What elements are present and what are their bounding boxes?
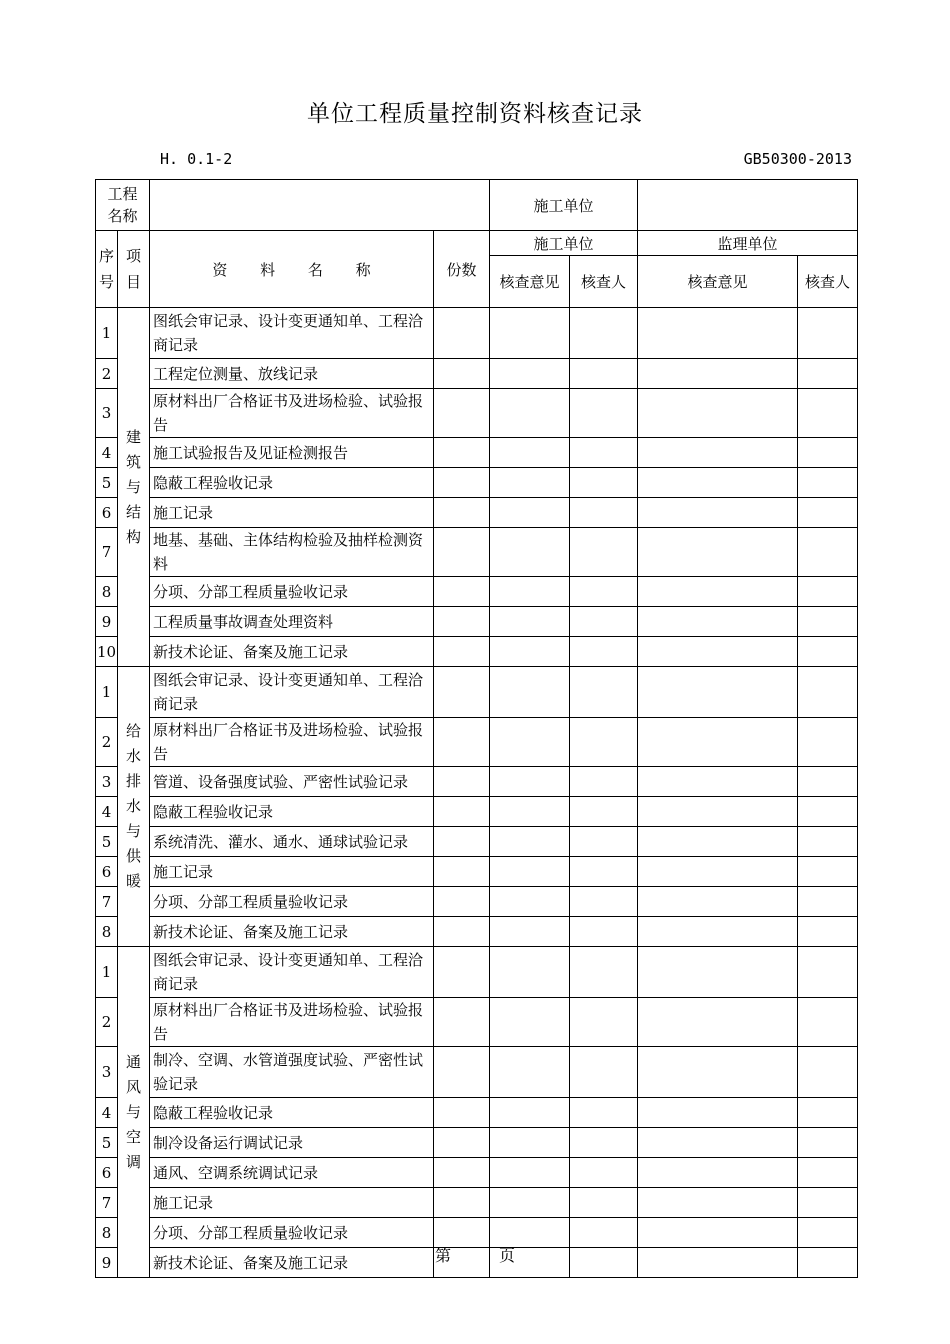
contractor-opinion-cell[interactable] — [490, 857, 570, 887]
supervisor-opinion-cell[interactable] — [638, 1158, 798, 1188]
contractor-checker-cell[interactable] — [570, 577, 638, 607]
material-name: 新技术论证、备案及施工记录 — [150, 1248, 434, 1278]
contractor-checker-cell[interactable] — [570, 998, 638, 1047]
table-row — [96, 1047, 858, 1098]
table-row — [96, 1158, 858, 1188]
table-row — [96, 1098, 858, 1128]
form-code: H. 0.1-2 — [160, 150, 233, 168]
copies-cell[interactable] — [434, 498, 490, 528]
contractor-checker-cell[interactable] — [570, 498, 638, 528]
material-name: 分项、分部工程质量验收记录 — [150, 577, 434, 607]
row-number: 7 — [96, 887, 118, 917]
contractor-checker-header: 核查人 — [570, 256, 638, 308]
contractor-group-header: 施工单位 — [490, 231, 638, 256]
supervisor-opinion-cell[interactable] — [638, 718, 798, 767]
contractor-label: 施工单位 — [490, 180, 638, 231]
supervisor-opinion-cell[interactable] — [638, 528, 798, 577]
material-name: 施工试验报告及见证检测报告 — [150, 438, 434, 468]
category-label: 给 水 排 水 与 供 暖 — [118, 667, 150, 947]
copies-header: 份数 — [434, 231, 490, 308]
project-name-field[interactable] — [150, 180, 490, 231]
table-row — [96, 308, 858, 359]
contractor-checker-cell[interactable] — [570, 1047, 638, 1098]
contractor-opinion-cell[interactable] — [490, 767, 570, 797]
contractor-opinion-cell[interactable] — [490, 468, 570, 498]
row-number: 8 — [96, 577, 118, 607]
copies-cell[interactable] — [434, 438, 490, 468]
table-row — [96, 917, 858, 947]
copies-cell[interactable] — [434, 1098, 490, 1128]
supervisor-group-header: 监理单位 — [638, 231, 858, 256]
row-number: 1 — [96, 308, 118, 359]
contractor-opinion-cell[interactable] — [490, 389, 570, 438]
supervisor-checker-cell[interactable] — [798, 857, 858, 887]
contractor-opinion-cell[interactable] — [490, 947, 570, 998]
copies-cell[interactable] — [434, 577, 490, 607]
material-name: 施工记录 — [150, 1188, 434, 1218]
supervisor-checker-cell[interactable] — [798, 1047, 858, 1098]
supervisor-checker-cell[interactable] — [798, 1188, 858, 1218]
material-name: 通风、空调系统调试记录 — [150, 1158, 434, 1188]
copies-cell[interactable] — [434, 1188, 490, 1218]
table-row — [96, 998, 858, 1047]
material-name: 工程定位测量、放线记录 — [150, 359, 434, 389]
supervisor-checker-cell[interactable] — [798, 667, 858, 718]
material-name: 系统清洗、灌水、通水、通球试验记录 — [150, 827, 434, 857]
inspection-table — [95, 179, 858, 1278]
row-number: 2 — [96, 998, 118, 1047]
row-number: 6 — [96, 1158, 118, 1188]
supervisor-opinion-cell[interactable] — [638, 438, 798, 468]
table-row — [96, 468, 858, 498]
copies-cell[interactable] — [434, 389, 490, 438]
supervisor-opinion-cell[interactable] — [638, 637, 798, 667]
page-suffix: 页 — [499, 1246, 516, 1265]
contractor-opinion-cell[interactable] — [490, 797, 570, 827]
supervisor-checker-cell[interactable] — [798, 498, 858, 528]
material-name: 分项、分部工程质量验收记录 — [150, 887, 434, 917]
supervisor-opinion-cell[interactable] — [638, 857, 798, 887]
supervisor-opinion-cell[interactable] — [638, 667, 798, 718]
copies-cell[interactable] — [434, 797, 490, 827]
copies-cell[interactable] — [434, 667, 490, 718]
supervisor-checker-header: 核查人 — [798, 256, 858, 308]
material-name: 图纸会审记录、设计变更通知单、工程洽商记录 — [150, 667, 434, 718]
contractor-checker-cell[interactable] — [570, 607, 638, 637]
table-row — [96, 637, 858, 667]
copies-cell[interactable] — [434, 998, 490, 1047]
supervisor-checker-cell[interactable] — [798, 998, 858, 1047]
material-name: 施工记录 — [150, 498, 434, 528]
supervisor-checker-cell[interactable] — [798, 718, 858, 767]
supervisor-opinion-header: 核查意见 — [638, 256, 798, 308]
supervisor-opinion-cell[interactable] — [638, 389, 798, 438]
supervisor-opinion-cell[interactable] — [638, 998, 798, 1047]
material-name: 新技术论证、备案及施工记录 — [150, 917, 434, 947]
supervisor-opinion-cell[interactable] — [638, 1047, 798, 1098]
copies-cell[interactable] — [434, 607, 490, 637]
row-number: 1 — [96, 667, 118, 718]
material-name: 工程质量事故调查处理资料 — [150, 607, 434, 637]
table-row — [96, 767, 858, 797]
contractor-field[interactable] — [638, 180, 858, 231]
table-row — [96, 667, 858, 718]
contractor-checker-cell[interactable] — [570, 718, 638, 767]
row-number: 5 — [96, 468, 118, 498]
material-name-header: 资 料 名 称 — [150, 231, 434, 308]
table-row — [96, 438, 858, 468]
table-row — [96, 607, 858, 637]
row-number: 5 — [96, 827, 118, 857]
row-number: 4 — [96, 797, 118, 827]
copies-cell[interactable] — [434, 308, 490, 359]
contractor-checker-cell[interactable] — [570, 637, 638, 667]
supervisor-opinion-cell[interactable] — [638, 1098, 798, 1128]
contractor-checker-cell[interactable] — [570, 767, 638, 797]
table-row — [96, 797, 858, 827]
supervisor-checker-cell[interactable] — [798, 528, 858, 577]
contractor-opinion-cell[interactable] — [490, 308, 570, 359]
supervisor-opinion-cell[interactable] — [638, 359, 798, 389]
contractor-checker-cell[interactable] — [570, 917, 638, 947]
contractor-opinion-cell[interactable] — [490, 438, 570, 468]
supervisor-checker-cell[interactable] — [798, 308, 858, 359]
contractor-checker-cell[interactable] — [570, 528, 638, 577]
row-number: 6 — [96, 857, 118, 887]
row-number: 1 — [96, 947, 118, 998]
material-name: 新技术论证、备案及施工记录 — [150, 637, 434, 667]
supervisor-opinion-cell[interactable] — [638, 577, 798, 607]
contractor-checker-cell[interactable] — [570, 857, 638, 887]
material-name: 施工记录 — [150, 857, 434, 887]
material-name: 制冷设备运行调试记录 — [150, 1128, 434, 1158]
contractor-opinion-cell[interactable] — [490, 359, 570, 389]
contractor-checker-cell[interactable] — [570, 1158, 638, 1188]
table-row — [96, 827, 858, 857]
supervisor-opinion-cell[interactable] — [638, 308, 798, 359]
row-number: 6 — [96, 498, 118, 528]
copies-cell[interactable] — [434, 857, 490, 887]
row-number: 3 — [96, 389, 118, 438]
material-name: 分项、分部工程质量验收记录 — [150, 1218, 434, 1248]
contractor-opinion-cell[interactable] — [490, 1188, 570, 1218]
material-name: 图纸会审记录、设计变更通知单、工程洽商记录 — [150, 308, 434, 359]
contractor-opinion-cell[interactable] — [490, 577, 570, 607]
contractor-opinion-cell[interactable] — [490, 637, 570, 667]
supervisor-checker-cell[interactable] — [798, 827, 858, 857]
table-row — [96, 1188, 858, 1218]
table-row — [96, 718, 858, 767]
supervisor-checker-cell[interactable] — [798, 767, 858, 797]
material-name: 图纸会审记录、设计变更通知单、工程洽商记录 — [150, 947, 434, 998]
supervisor-checker-cell[interactable] — [798, 577, 858, 607]
supervisor-opinion-cell[interactable] — [638, 1128, 798, 1158]
material-name: 管道、设备强度试验、严密性试验记录 — [150, 767, 434, 797]
copies-cell[interactable] — [434, 827, 490, 857]
copies-cell[interactable] — [434, 887, 490, 917]
row-number: 2 — [96, 718, 118, 767]
contractor-checker-cell[interactable] — [570, 468, 638, 498]
contractor-opinion-cell[interactable] — [490, 1158, 570, 1188]
copies-cell[interactable] — [434, 1158, 490, 1188]
material-name: 隐蔽工程验收记录 — [150, 797, 434, 827]
material-name: 地基、基础、主体结构检验及抽样检测资料 — [150, 528, 434, 577]
row-number: 4 — [96, 438, 118, 468]
contractor-checker-cell[interactable] — [570, 308, 638, 359]
material-name: 隐蔽工程验收记录 — [150, 1098, 434, 1128]
contractor-opinion-cell[interactable] — [490, 887, 570, 917]
contractor-checker-cell[interactable] — [570, 797, 638, 827]
table-row — [96, 498, 858, 528]
supervisor-opinion-cell[interactable] — [638, 1188, 798, 1218]
copies-cell[interactable] — [434, 528, 490, 577]
contractor-opinion-cell[interactable] — [490, 667, 570, 718]
material-name: 隐蔽工程验收记录 — [150, 468, 434, 498]
contractor-opinion-cell[interactable] — [490, 528, 570, 577]
copies-cell[interactable] — [434, 947, 490, 998]
row-number: 10 — [96, 637, 118, 667]
row-number: 2 — [96, 359, 118, 389]
supervisor-checker-cell[interactable] — [798, 917, 858, 947]
row-number: 9 — [96, 607, 118, 637]
contractor-opinion-cell[interactable] — [490, 607, 570, 637]
category-label: 建 筑 与 结 构 — [118, 308, 150, 667]
material-name: 制冷、空调、水管道强度试验、严密性试验记录 — [150, 1047, 434, 1098]
supervisor-opinion-cell[interactable] — [638, 498, 798, 528]
row-number: 9 — [96, 1248, 118, 1278]
item-header: 项 目 — [118, 231, 150, 308]
contractor-checker-cell[interactable] — [570, 887, 638, 917]
supervisor-checker-cell[interactable] — [798, 438, 858, 468]
supervisor-checker-cell[interactable] — [798, 359, 858, 389]
supervisor-opinion-cell[interactable] — [638, 827, 798, 857]
standard-code: GB50300-2013 — [743, 150, 852, 168]
supervisor-checker-cell[interactable] — [798, 637, 858, 667]
contractor-checker-cell[interactable] — [570, 827, 638, 857]
row-number: 7 — [96, 528, 118, 577]
copies-cell[interactable] — [434, 1047, 490, 1098]
contractor-opinion-cell[interactable] — [490, 1098, 570, 1128]
supervisor-checker-cell[interactable] — [798, 797, 858, 827]
supervisor-checker-cell[interactable] — [798, 1098, 858, 1128]
contractor-checker-cell[interactable] — [570, 1098, 638, 1128]
contractor-checker-cell[interactable] — [570, 1128, 638, 1158]
copies-cell[interactable] — [434, 637, 490, 667]
category-label: 通 风 与 空 调 — [118, 947, 150, 1278]
contractor-opinion-cell[interactable] — [490, 1128, 570, 1158]
contractor-opinion-cell[interactable] — [490, 998, 570, 1047]
contractor-opinion-cell[interactable] — [490, 917, 570, 947]
row-number: 5 — [96, 1128, 118, 1158]
copies-cell[interactable] — [434, 718, 490, 767]
copies-cell[interactable] — [434, 767, 490, 797]
copies-cell[interactable] — [434, 1128, 490, 1158]
table-row — [96, 359, 858, 389]
copies-cell[interactable] — [434, 359, 490, 389]
material-name: 原材料出厂合格证书及进场检验、试验报告 — [150, 998, 434, 1047]
material-name: 原材料出厂合格证书及进场检验、试验报告 — [150, 389, 434, 438]
contractor-checker-cell[interactable] — [570, 1188, 638, 1218]
project-name-label: 工程 名称 — [96, 180, 150, 231]
supervisor-checker-cell[interactable] — [798, 1158, 858, 1188]
table-row — [96, 528, 858, 577]
table-row — [96, 887, 858, 917]
contractor-opinion-header: 核查意见 — [490, 256, 570, 308]
supervisor-opinion-cell[interactable] — [638, 947, 798, 998]
supervisor-checker-cell[interactable] — [798, 887, 858, 917]
contractor-opinion-cell[interactable] — [490, 1047, 570, 1098]
contractor-checker-cell[interactable] — [570, 438, 638, 468]
row-number: 7 — [96, 1188, 118, 1218]
page-title: 单位工程质量控制资料核查记录 — [307, 101, 643, 127]
table-row — [96, 857, 858, 887]
row-number: 3 — [96, 767, 118, 797]
material-name: 原材料出厂合格证书及进场检验、试验报告 — [150, 718, 434, 767]
supervisor-opinion-cell[interactable] — [638, 767, 798, 797]
row-number: 4 — [96, 1098, 118, 1128]
supervisor-opinion-cell[interactable] — [638, 797, 798, 827]
supervisor-opinion-cell[interactable] — [638, 917, 798, 947]
supervisor-checker-cell[interactable] — [798, 389, 858, 438]
supervisor-checker-cell[interactable] — [798, 468, 858, 498]
contractor-checker-cell[interactable] — [570, 389, 638, 438]
page-prefix: 第 — [434, 1246, 451, 1265]
table-row — [96, 577, 858, 607]
supervisor-opinion-cell[interactable] — [638, 887, 798, 917]
row-number: 8 — [96, 1218, 118, 1248]
supervisor-checker-cell[interactable] — [798, 1128, 858, 1158]
contractor-checker-cell[interactable] — [570, 667, 638, 718]
contractor-opinion-cell[interactable] — [490, 498, 570, 528]
supervisor-checker-cell[interactable] — [798, 607, 858, 637]
contractor-checker-cell[interactable] — [570, 359, 638, 389]
page-footer — [0, 1243, 950, 1266]
contractor-opinion-cell[interactable] — [490, 718, 570, 767]
supervisor-checker-cell[interactable] — [798, 947, 858, 998]
table-row — [96, 389, 858, 438]
contractor-opinion-cell[interactable] — [490, 827, 570, 857]
row-number: 3 — [96, 1047, 118, 1098]
copies-cell[interactable] — [434, 468, 490, 498]
table-row — [96, 1128, 858, 1158]
seq-header: 序 号 — [96, 231, 118, 308]
supervisor-opinion-cell[interactable] — [638, 468, 798, 498]
row-number: 8 — [96, 917, 118, 947]
supervisor-opinion-cell[interactable] — [638, 607, 798, 637]
copies-cell[interactable] — [434, 917, 490, 947]
table-row — [96, 947, 858, 998]
contractor-checker-cell[interactable] — [570, 947, 638, 998]
